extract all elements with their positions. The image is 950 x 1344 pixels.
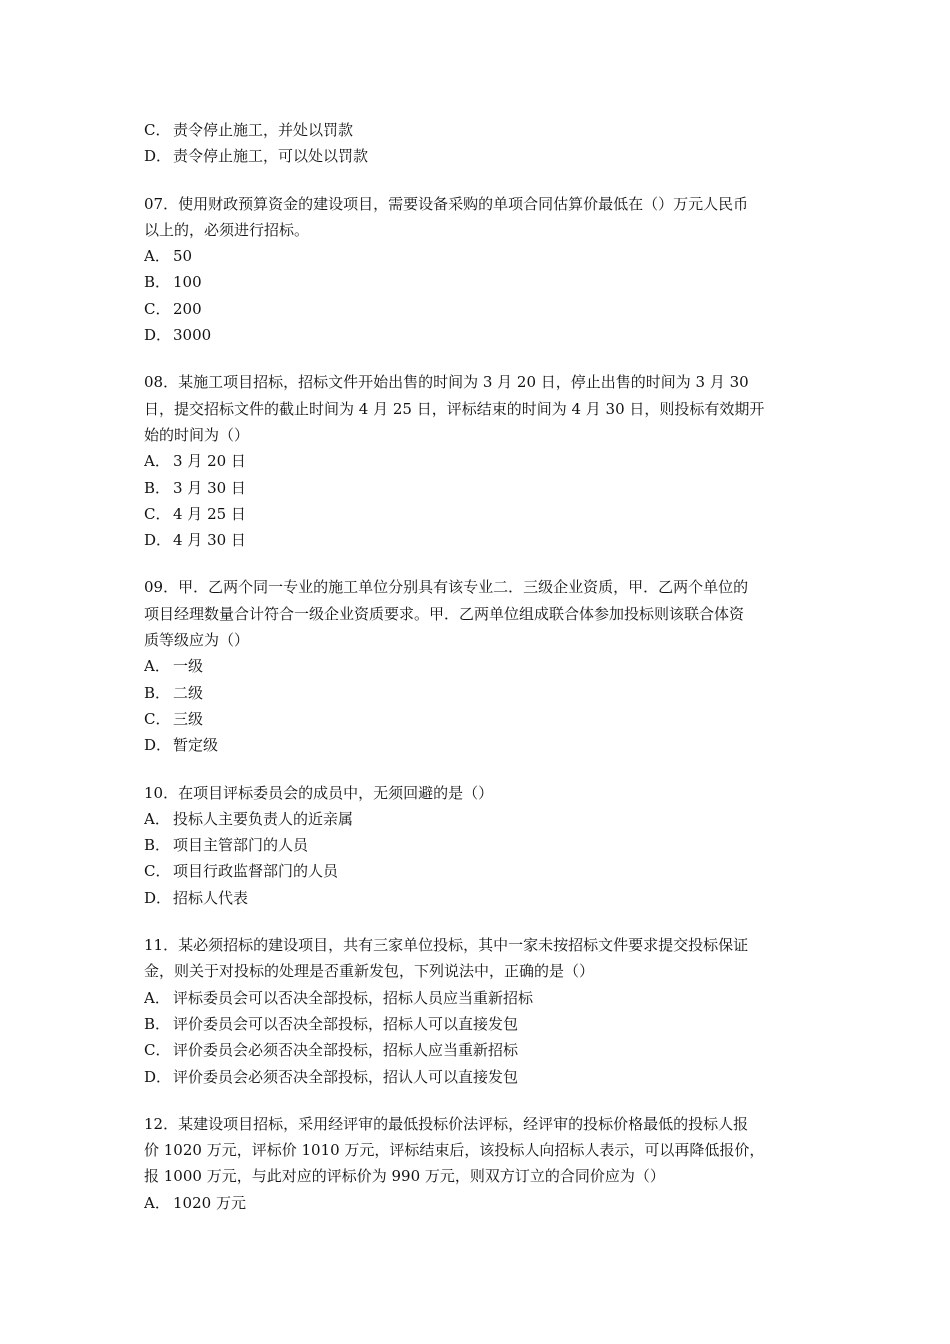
option-text: 三级 bbox=[173, 709, 204, 728]
option-b bbox=[144, 832, 810, 858]
stem-line: 价 1020 万元，评标价 1010 万元，评标结束后，该投标人向招标人表示，可以再降低报价， bbox=[144, 1141, 765, 1160]
question-stem bbox=[144, 191, 810, 244]
option-a bbox=[144, 243, 810, 269]
option-b bbox=[144, 680, 810, 706]
stem-line: 报 1000 万元，与此对应的评标价为 990 万元，则双方订立的合同价应为（） bbox=[144, 1167, 665, 1186]
option-text: 评价委员会必须否决全部投标，招认人可以直接发包 bbox=[173, 1067, 519, 1086]
option-d bbox=[144, 885, 810, 911]
option-label: A． bbox=[144, 809, 170, 828]
option-label: A． bbox=[144, 452, 170, 471]
option-c bbox=[144, 296, 810, 322]
stem-line: 08．某施工项目招标，招标文件开始出售的时间为 3 月 20 日，停止出售的时间为 3 月 30 bbox=[144, 373, 749, 392]
option-c bbox=[144, 117, 810, 143]
option-label: D． bbox=[144, 888, 172, 907]
option-d bbox=[144, 143, 810, 169]
question-block-08 bbox=[144, 369, 810, 553]
option-text: 3000 bbox=[173, 326, 212, 345]
option-text: 3 月 20 日 bbox=[173, 452, 246, 471]
option-label: B． bbox=[144, 836, 171, 855]
stem-line: 10．在项目评标委员会的成员中，无须回避的是（） bbox=[144, 783, 494, 802]
stem-line: 11．某必须招标的建设项目，共有三家单位投标，其中一家未按招标文件要求提交投标保证 bbox=[144, 936, 749, 955]
option-d bbox=[144, 732, 810, 758]
option-label: A． bbox=[144, 247, 170, 266]
option-text: 200 bbox=[173, 299, 202, 318]
option-d bbox=[144, 527, 810, 553]
stem-line: 始的时间为（） bbox=[144, 425, 250, 444]
option-text: 1020 万元 bbox=[173, 1193, 246, 1212]
option-text: 评标委员会可以否决全部投标，招标人员应当重新招标 bbox=[173, 988, 534, 1007]
question-stem bbox=[144, 932, 810, 985]
option-a bbox=[144, 1190, 810, 1216]
option-c bbox=[144, 501, 810, 527]
question-stem bbox=[144, 369, 810, 448]
option-text: 投标人主要负责人的近亲属 bbox=[173, 809, 354, 828]
option-b bbox=[144, 269, 810, 295]
option-d bbox=[144, 322, 810, 348]
option-text: 3 月 30 日 bbox=[173, 478, 246, 497]
stem-line: 12．某建设项目招标，采用经评审的最低投标价法评标，经评审的投标价格最低的投标人报 bbox=[144, 1114, 749, 1133]
stem-line: 项目经理数量合计符合一级企业资质要求。甲．乙两单位组成联合体参加投标则该联合体资 bbox=[144, 604, 745, 623]
option-b bbox=[144, 475, 810, 501]
option-label: A． bbox=[144, 1193, 170, 1212]
option-list bbox=[144, 806, 810, 911]
option-text: 二级 bbox=[173, 683, 204, 702]
option-text: 4 月 25 日 bbox=[173, 504, 246, 523]
stem-line: 09．甲．乙两个同一专业的施工单位分别具有该专业二．三级企业资质，甲．乙两个单位的 bbox=[144, 578, 749, 597]
question-block-09 bbox=[144, 574, 810, 758]
option-text: 项目行政监督部门的人员 bbox=[173, 862, 339, 881]
option-label: B． bbox=[144, 478, 171, 497]
question-stem bbox=[144, 780, 810, 806]
question-block-12 bbox=[144, 1111, 810, 1216]
option-label: A． bbox=[144, 657, 170, 676]
option-list bbox=[144, 243, 810, 348]
option-a bbox=[144, 448, 810, 474]
option-text: 100 bbox=[173, 273, 202, 292]
option-a bbox=[144, 653, 810, 679]
option-text: 招标人代表 bbox=[173, 888, 249, 907]
question-block-06 bbox=[144, 117, 810, 170]
option-label: B． bbox=[144, 273, 171, 292]
option-label: D． bbox=[144, 531, 172, 550]
stem-line: 07．使用财政预算资金的建设项目，需要设备采购的单项合同估算价最低在（）万元人民币 bbox=[144, 194, 749, 213]
option-b bbox=[144, 1011, 810, 1037]
stem-line: 日，提交招标文件的截止时间为 4 月 25 日，评标结束的时间为 4 月 30 日，则投标有效期开 bbox=[144, 399, 765, 418]
option-text: 评价委员会可以否决全部投标，招标人可以直接发包 bbox=[173, 1014, 519, 1033]
option-text: 责令停止施工，并处以罚款 bbox=[173, 121, 354, 139]
option-label: D． bbox=[144, 326, 172, 345]
option-text: 50 bbox=[173, 247, 193, 266]
document-page bbox=[144, 117, 810, 1216]
stem-line: 以上的，必须进行招标。 bbox=[144, 220, 310, 239]
option-c bbox=[144, 1037, 810, 1063]
option-text: 暂定级 bbox=[173, 736, 219, 755]
stem-line: 质等级应为（） bbox=[144, 631, 250, 650]
option-list bbox=[144, 1190, 810, 1216]
option-list bbox=[144, 448, 810, 553]
option-text: 项目主管部门的人员 bbox=[173, 836, 309, 855]
option-c bbox=[144, 706, 810, 732]
option-label: D． bbox=[144, 1067, 172, 1086]
option-c bbox=[144, 858, 810, 884]
option-d bbox=[144, 1064, 810, 1090]
question-stem bbox=[144, 1111, 810, 1190]
option-label: D． bbox=[144, 147, 172, 166]
option-list bbox=[144, 117, 810, 170]
option-a bbox=[144, 985, 810, 1011]
option-label: C． bbox=[144, 121, 171, 139]
question-block-07 bbox=[144, 191, 810, 349]
option-a bbox=[144, 806, 810, 832]
option-label: C． bbox=[144, 504, 171, 523]
option-text: 4 月 30 日 bbox=[173, 531, 246, 550]
question-block-11 bbox=[144, 932, 810, 1090]
stem-line: 金，则关于对投标的处理是否重新发包，下列说法中，正确的是（） bbox=[144, 962, 595, 981]
option-text: 一级 bbox=[173, 657, 204, 676]
option-label: C． bbox=[144, 1041, 171, 1060]
question-stem bbox=[144, 574, 810, 653]
option-label: B． bbox=[144, 1014, 171, 1033]
question-block-10 bbox=[144, 780, 810, 911]
option-label: C． bbox=[144, 299, 171, 318]
option-label: B． bbox=[144, 683, 171, 702]
option-label: D． bbox=[144, 736, 172, 755]
option-text: 评价委员会必须否决全部投标，招标人应当重新招标 bbox=[173, 1041, 519, 1060]
option-label: A． bbox=[144, 988, 170, 1007]
option-label: C． bbox=[144, 709, 171, 728]
option-label: C． bbox=[144, 862, 171, 881]
option-list bbox=[144, 985, 810, 1090]
option-list bbox=[144, 653, 810, 758]
option-text: 责令停止施工，可以处以罚款 bbox=[173, 147, 369, 166]
